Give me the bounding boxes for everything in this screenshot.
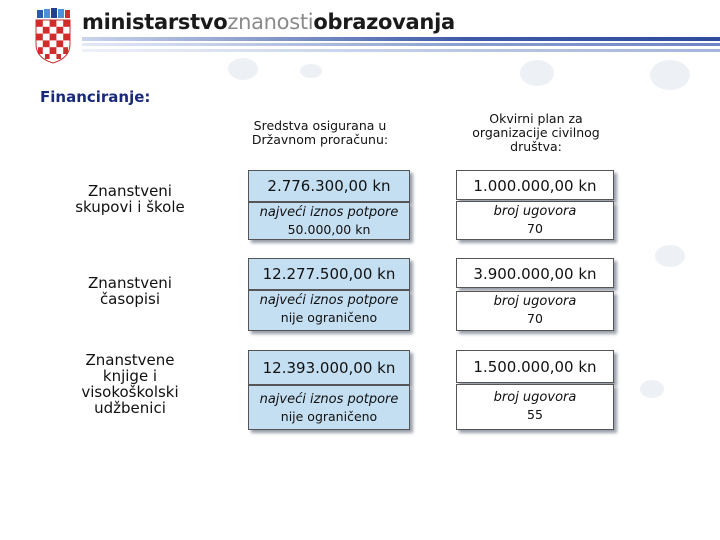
budget-info-value: 50.000,00 kn <box>287 222 371 237</box>
civil-amount-cell: 1.000.000,00 kn <box>456 170 614 200</box>
civil-info-label: broj ugovora <box>493 294 577 309</box>
header-stripe <box>82 37 720 41</box>
background-decoration <box>650 60 690 90</box>
budget-info-cell <box>248 202 410 240</box>
civil-info-cell <box>456 201 614 240</box>
row-label: Znanstveni časopisi <box>88 274 172 308</box>
budget-info-value: nije ograničeno <box>280 310 378 325</box>
header-stripe <box>82 49 720 52</box>
background-decoration <box>640 380 664 398</box>
budget-info-cell <box>248 385 410 430</box>
background-decoration <box>655 245 685 267</box>
budget-info-label: najveći iznos potpore <box>259 205 399 220</box>
budget-amount-cell: 12.393.000,00 kn <box>248 350 410 385</box>
civil-info-label: broj ugovora <box>493 204 577 219</box>
background-decoration <box>228 58 258 80</box>
civil-info-label: broj ugovora <box>493 390 577 405</box>
header-stripe <box>82 43 720 46</box>
civil-info-value: 55 <box>527 407 543 422</box>
civil-info-cell <box>456 291 614 331</box>
budget-info-value: nije ograničeno <box>280 409 378 424</box>
budget-amount-cell: 2.776.300,00 kn <box>248 170 410 202</box>
budget-info-label: najveći iznos potpore <box>259 293 399 308</box>
background-decoration <box>520 60 554 86</box>
background-decoration <box>300 64 322 78</box>
budget-info-cell <box>248 290 410 331</box>
civil-info-cell <box>456 384 614 430</box>
page-title: Financiranje: <box>40 88 151 106</box>
civil-amount-cell: 1.500.000,00 kn <box>456 350 614 383</box>
civil-info-value: 70 <box>527 311 543 326</box>
civil-amount-cell: 3.900.000,00 kn <box>456 258 614 288</box>
column-header-civil: Okvirni plan za organizacije civilnog društva: <box>472 111 600 154</box>
row-label: Znanstvene knjige i visokoškolski udžbenici <box>81 351 179 417</box>
row-label: Znanstveni skupovi i škole <box>75 182 185 216</box>
ministry-logo-text: ministarstvoznanostiobrazovanja <box>82 10 455 34</box>
civil-info-value: 70 <box>527 221 543 236</box>
budget-info-label: najveći iznos potpore <box>259 392 399 407</box>
column-header-budget: Sredstva osigurana u Državnom proračunu: <box>251 118 389 147</box>
budget-amount-cell: 12.277.500,00 kn <box>248 258 410 290</box>
croatian-coat-of-arms-icon <box>34 8 72 64</box>
header <box>0 0 720 72</box>
